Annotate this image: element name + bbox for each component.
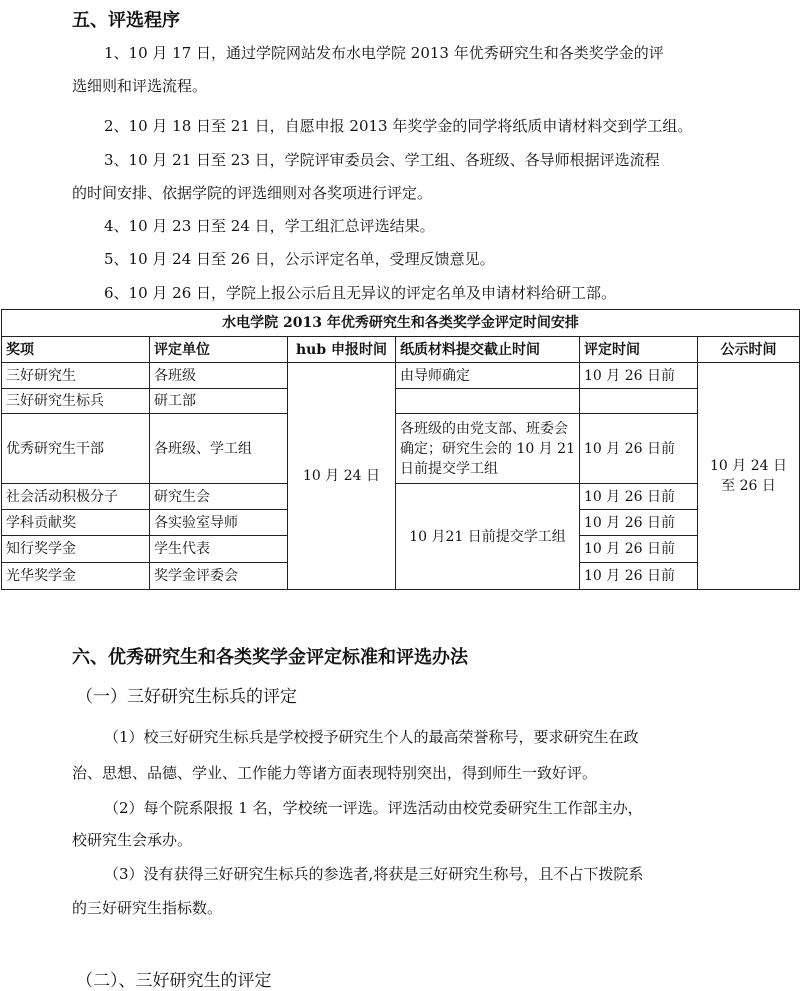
eval-cell: 10 月 26 日前	[580, 484, 698, 510]
para1-line2: 治、思想、品德、学业、工作能力等诸方面表现特别突出，得到师生一致好评。	[72, 764, 598, 782]
table-row	[2, 389, 800, 414]
item3-line2: 的时间安排、依据学院的评选细则对各奖项进行评定。	[72, 184, 433, 202]
eval-cell-empty	[580, 389, 698, 414]
para2-line2: 校研究生会承办。	[72, 831, 193, 849]
para1-line1: （1）校三好研究生标兵是学校授予研究生个人的最高荣誉称号，要求研究生在政	[104, 728, 639, 746]
item1-line2: 选细则和评选流程。	[72, 77, 208, 95]
schedule-table	[1, 309, 800, 590]
eval-cell: 10 月 26 日前	[580, 363, 698, 389]
item5-line1: 5、10 月 24 日至 26 日，公示评定名单，受理反馈意见。	[104, 250, 495, 268]
award-cell: 优秀研究生干部	[2, 414, 150, 484]
unit-cell: 各班级、学工组	[150, 414, 288, 484]
item4-line1: 4、10 月 23 日至 24 日，学工组汇总评选结果。	[104, 217, 435, 235]
unit-cell: 各实验室导师	[150, 510, 288, 536]
header-award: 奖项	[2, 337, 150, 363]
para3-line2: 的三好研究生指标数。	[72, 899, 223, 917]
item6-line1: 6、10 月 26 日，学院上报公示后且无异议的评定名单及申请材料给研工部。	[104, 284, 617, 302]
award-cell: 光华奖学金	[2, 563, 150, 590]
paper-cell: 由导师确定	[396, 363, 580, 389]
table-row	[2, 414, 800, 484]
award-cell: 学科贡献奖	[2, 510, 150, 536]
item1-line1: 1、10 月 17 日，通过学院网站发布水电学院 2013 年优秀研究生和各类奖学金的评	[104, 44, 664, 62]
header-eval: 评定时间	[580, 337, 698, 363]
award-cell: 社会活动积极分子	[2, 484, 150, 510]
paper-cell-empty	[396, 389, 580, 414]
award-cell: 三好研究生	[2, 363, 150, 389]
item3-line1: 3、10 月 21 日至 23 日，学院评审委员会、学工组、各班级、各导师根据评选流程	[104, 151, 660, 169]
subsection2-heading: （二）、三好研究生的评定	[76, 971, 272, 991]
section6-heading: 六、优秀研究生和各类奖学金评定标准和评选办法	[72, 647, 468, 668]
header-hub: hub 申报时间	[288, 337, 396, 363]
unit-cell: 各班级	[150, 363, 288, 389]
header-publicity: 公示时间	[698, 337, 800, 363]
header-paper: 纸质材料提交截止时间	[396, 337, 580, 363]
para2-line1: （2）每个院系限报 1 名，学校统一评选。评选活动由校党委研究生工作部主办，	[104, 799, 643, 817]
paper-cell: 各班级的由党支部、班委会确定；研究生会的 10 月 21 日前提交学工组	[396, 414, 580, 484]
unit-cell: 学生代表	[150, 536, 288, 563]
item2-line1: 2、10 月 18 日至 21 日，自愿申报 2013 年奖学金的同学将纸质申请材料交到学工组。	[104, 117, 693, 135]
unit-cell: 研工部	[150, 389, 288, 414]
header-unit: 评定单位	[150, 337, 288, 363]
eval-cell: 10 月 26 日前	[580, 510, 698, 536]
unit-cell: 研究生会	[150, 484, 288, 510]
para3-line1: （3）没有获得三好研究生标兵的参选者,将获是三好研究生称号，且不占下拨院系	[104, 865, 644, 883]
eval-cell: 10 月 26 日前	[580, 536, 698, 563]
hub-date-cell: 10 月 24 日	[288, 363, 396, 590]
table-row	[2, 484, 800, 510]
table-title: 水电学院 2013 年优秀研究生和各类奖学金评定时间安排	[2, 310, 800, 337]
subsection1-heading: （一）三好研究生标兵的评定	[76, 687, 297, 707]
publicity-line2: 至 26 日	[721, 478, 776, 494]
unit-cell: 奖学金评委会	[150, 563, 288, 590]
award-cell: 知行奖学金	[2, 536, 150, 563]
eval-cell: 10 月 26 日前	[580, 414, 698, 484]
table-row	[2, 363, 800, 389]
paper-cell-merged: 10 月21 日前提交学工组	[396, 484, 580, 590]
eval-cell: 10 月 26 日前	[580, 563, 698, 590]
publicity-line1: 10 月 24 日	[710, 458, 787, 474]
publicity-cell	[698, 363, 800, 590]
award-cell: 三好研究生标兵	[2, 389, 150, 414]
section5-heading: 五、评选程序	[72, 10, 180, 31]
